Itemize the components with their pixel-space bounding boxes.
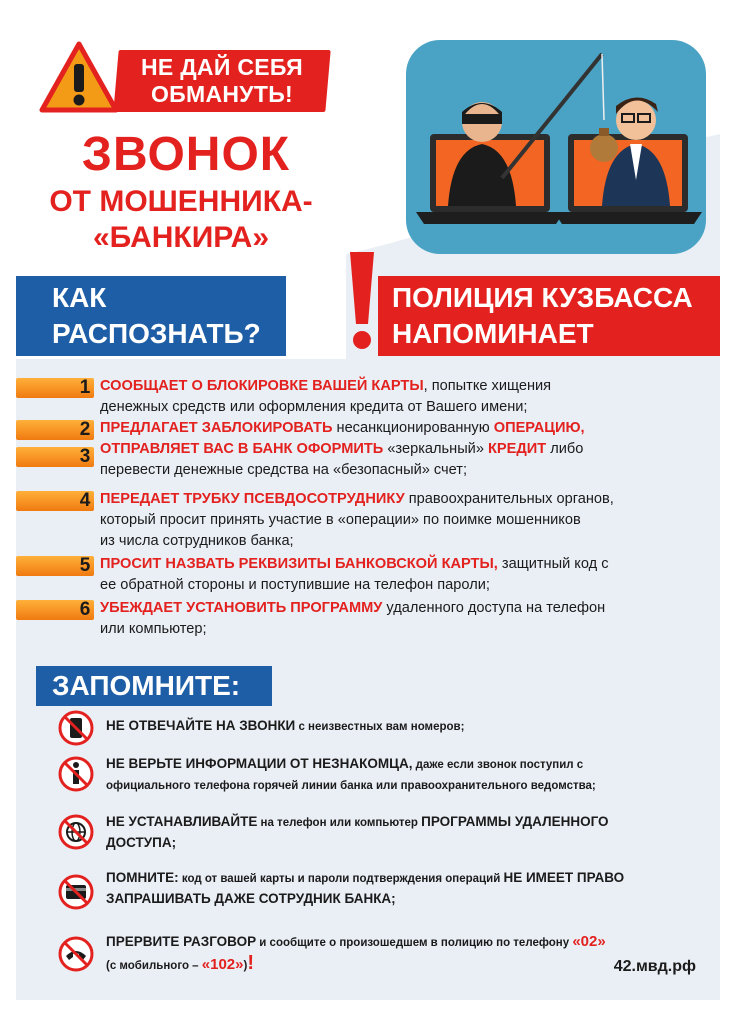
sign-text-line-2: ее обратной стороны и поступившие на телефон пароли;: [100, 577, 490, 593]
sign-highlight-2: ОПЕРАЦИЮ,: [493, 420, 585, 436]
title-main: ЗВОНОК: [81, 128, 291, 181]
tip-text: с неизвестных вам номеров;: [295, 721, 465, 733]
site-url[interactable]: 42.мвд.рф: [613, 958, 696, 975]
tip-bold-2: ПРОГРАММЫ УДАЛЕННОГО: [421, 814, 609, 829]
sign-highlight-2: КРЕДИТ: [488, 441, 547, 457]
no-globe-icon: [58, 814, 94, 850]
sign-number: 2: [79, 419, 91, 440]
sign-number: 6: [79, 599, 91, 620]
no-info-icon: [58, 756, 94, 792]
sign-highlight: СООБЩАЕТ О БЛОКИРОВКЕ ВАШЕЙ КАРТЫ: [100, 378, 424, 394]
tip-text-line-2: ДОСТУПА;: [106, 835, 177, 850]
hang-up-icon: [58, 936, 94, 972]
sign-text: , попытке хищения: [423, 378, 552, 394]
sign-text-line-2: который просит принять участие в «операции» по поимке мошенников: [100, 512, 581, 528]
sign-text: защитный код с: [497, 556, 609, 572]
sign-number: 3: [79, 446, 91, 467]
illustration-scene: [406, 40, 706, 254]
tip-text-line-2: (с мобильного –: [106, 960, 202, 972]
sign-number: 1: [79, 377, 91, 398]
title-sub-1: ОТ МОШЕННИКА-: [49, 185, 313, 218]
how-to-recognize-text: [52, 280, 261, 352]
banner-left-line-1: КАК: [52, 282, 107, 313]
poster: [16, 14, 720, 1000]
tip-text-line-2: ЗАПРАШИВАТЬ ДАЖЕ СОТРУДНИК БАНКА;: [106, 891, 396, 906]
tip-phone-02: «02»: [572, 933, 606, 950]
sign-number: 4: [79, 490, 91, 511]
sign-number: 5: [79, 555, 91, 576]
tip-bold: ПОМНИТЕ:: [106, 870, 179, 885]
no-card-icon: [58, 874, 94, 910]
badge-line-1: НЕ ДАЙ СЕБЯ: [141, 54, 303, 80]
sign-highlight: ПРОСИТ НАЗВАТЬ РЕКВИЗИТЫ БАНКОВСКОЙ КАРТЫ,: [100, 556, 498, 572]
no-phone-icon: [58, 710, 94, 746]
sign-text: несанкционированную: [332, 420, 494, 436]
tip-text: даже если звонок поступил с: [412, 759, 584, 771]
sign-text-line-2: денежных средств или оформления кредита от Вашего имени;: [100, 399, 528, 415]
sign-highlight: ПРЕДЛАГАЕТ ЗАБЛОКИРОВАТЬ: [100, 420, 333, 436]
sign-text-line-2: или компьютер;: [100, 621, 207, 637]
sign-highlight: УБЕЖДАЕТ УСТАНОВИТЬ ПРОГРАММУ: [100, 600, 383, 616]
exclamation-mark: !: [247, 952, 255, 974]
tip-bold-2: НЕ ИМЕЕТ ПРАВО: [503, 870, 625, 885]
police-reminds-text: [392, 280, 693, 352]
exclamation-icon: [346, 248, 378, 352]
tip-text-line-2: официального телефона горячей линии банка или правоохранительного ведомства;: [106, 780, 596, 792]
sign-text: удаленного доступа на телефон: [382, 600, 606, 616]
banner-right-line-2: НАПОМИНАЕТ: [392, 318, 594, 349]
sign-text-line-3: из числа сотрудников банка;: [100, 533, 294, 549]
tip-bold: ПРЕРВИТЕ РАЗГОВОР: [106, 934, 257, 949]
tip-text-close: ): [243, 960, 248, 972]
tip-bold: НЕ ВЕРЬТЕ ИНФОРМАЦИИ ОТ НЕЗНАКОМЦА,: [106, 756, 413, 771]
banner-left-line-2: РАСПОЗНАТЬ?: [52, 318, 261, 349]
sign-text-line-2: перевести денежные средства на «безопасный» счет;: [100, 462, 468, 478]
banner-right-line-1: ПОЛИЦИЯ КУЗБАССА: [392, 282, 693, 313]
tip-text: код от вашей карты и пароли подтверждения операций: [178, 873, 504, 885]
badge-line-2: ОБМАНУТЬ!: [150, 81, 294, 107]
title-sub-2: «БАНКИРА»: [92, 221, 270, 254]
sign-highlight: ПЕРЕДАЕТ ТРУБКУ ПСЕВДОСОТРУДНИКУ: [100, 491, 405, 507]
sign-text: «зеркальный»: [383, 441, 489, 457]
tip-phone-102: «102»: [201, 956, 244, 973]
fraud-illustration: [406, 40, 706, 254]
warning-triangle-icon: [38, 40, 120, 114]
badge-text: [120, 54, 324, 108]
sign-text: правоохранительных органов,: [404, 491, 614, 507]
tip-bold: НЕ ОТВЕЧАЙТЕ НА ЗВОНКИ: [106, 718, 296, 733]
sign-text-2: либо: [546, 441, 584, 457]
tip-text: и сообщите о произошедшем в полицию по телефону: [256, 937, 573, 949]
sign-highlight: ОТПРАВЛЯЕТ ВАС В БАНК ОФОРМИТЬ: [100, 441, 384, 457]
remember-title: ЗАПОМНИТЕ:: [52, 670, 241, 701]
tip-text: на телефон или компьютер: [257, 817, 422, 829]
tip-bold: НЕ УСТАНАВЛИВАЙТЕ: [106, 814, 258, 829]
